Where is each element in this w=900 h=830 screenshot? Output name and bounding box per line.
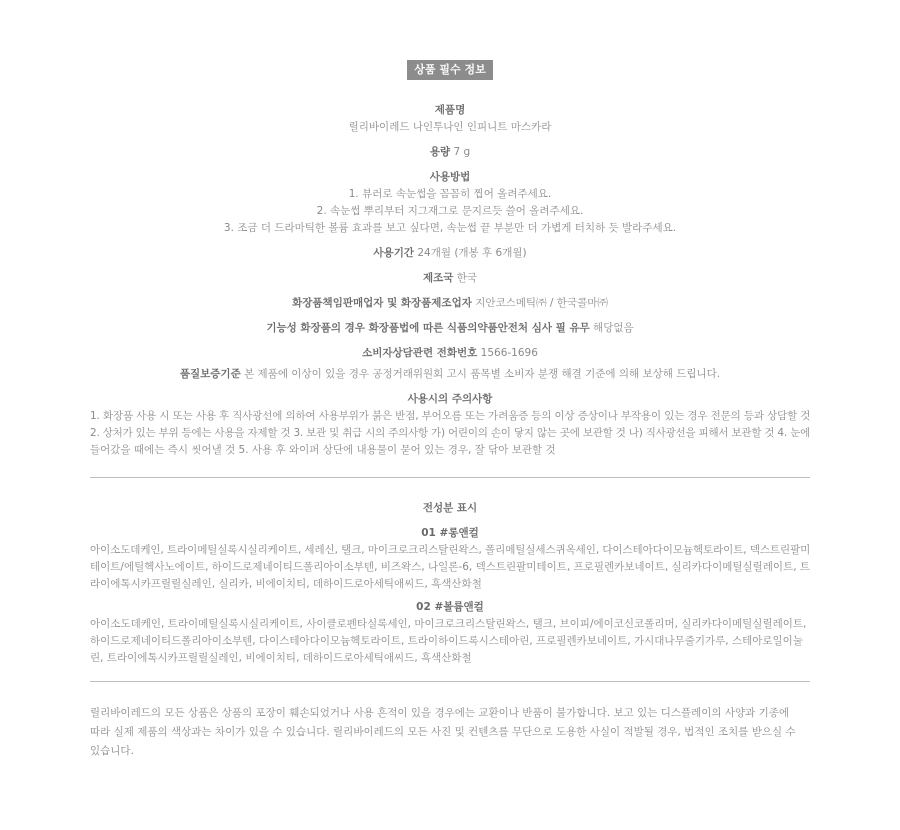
ingredient-line: 린, 트라이에톡시카프릴릴실레인, 비에이치티, 데하이드로아세틱애씨드, 흑색산화철	[90, 652, 472, 664]
ingredients-section	[90, 500, 810, 667]
usage-line: 1. 뷰러로 속눈썹을 꼼꼼히 찝어 올려주세요.	[348, 188, 552, 200]
ingredients-title: 전성분 표시	[422, 502, 478, 514]
ingredient-line: 아이소도데케인, 트라이메틸실록시실리케이트, 사이클로펜타실록세인, 마이크로크리스탈린왁스, 탤크, 브이피/에이코신코폴리머, 실리카다이메틸실릴레이트,	[90, 618, 807, 630]
caution-label: 사용시의 주의사항	[407, 393, 493, 405]
ingredient-line: 하이드로제네이티드폴리아이소부텐, 다이스테아다이모늄헥토라이트, 트라이하이드록시스테아린, 프로필렌카보네이트, 가시대나무줄기가루, 스테아로일이눌	[90, 635, 803, 647]
footer-notice	[90, 704, 810, 761]
footer-line: 릴리바이레드의 모든 상품은 상품의 포장이 훼손되었거나 사용 흔적이 있을 경우에는 교환이나 반품이 불가합니다. 보고 있는 디스플레이의 사양과 기종에	[90, 707, 790, 719]
footer-line: 따라 실제 제품의 색상과는 차이가 있을 수 있습니다. 릴리바이레드의 모든 사진 및 컨텐츠를 무단으로 도용한 사실이 적발될 경우, 법적인 조치를 받으실 수	[90, 726, 796, 738]
period-section	[90, 245, 810, 262]
phone-value: 1566-1696	[480, 347, 538, 359]
volume-value: 7 g	[453, 146, 471, 158]
required-info-badge: 상품 필수 정보	[407, 60, 492, 80]
quality-section	[90, 366, 810, 383]
caution-line: 2. 상처가 있는 부위 등에는 사용을 자제할 것 3. 보관 및 취급 시의 주의사항 가) 어린이의 손이 닿지 않는 곳에 보관할 것 나) 직사광선을 피해서 보관할 것 4. 눈에	[90, 427, 811, 439]
usage-section	[90, 169, 810, 237]
maker-label: 화장품책임판매업자 및 화장품제조업자	[292, 297, 472, 309]
ingredient-line: 아이소도데케인, 트라이메틸실록시실리케이트, 세레신, 탤크, 마이크로크리스탈린왁스, 폴리메틸실세스퀴옥세인, 다이스테아다이모늄헥토라이트, 덱스트린팔미	[90, 544, 811, 556]
badge-row	[90, 60, 810, 80]
usage-label: 사용방법	[429, 171, 471, 183]
volume-label: 용량	[429, 146, 451, 158]
usage-line: 3. 조금 더 드라마틱한 볼륨 효과를 보고 싶다면, 속눈썹 끝 부분만 더 가볍게 터치하 듯 발라주세요.	[223, 222, 677, 234]
origin-section	[90, 270, 810, 287]
phone-section	[90, 345, 810, 362]
period-label: 사용기간	[373, 247, 414, 259]
ingredient-variant-name: 01 #롱앤컬	[421, 527, 479, 539]
caution-section	[90, 391, 810, 459]
ingredient-line: 테이트/에틸헥사노에이트, 하이드로제네이티드폴리아이소부텐, 비즈왁스, 나일론-6, 덱스트린팔미테이트, 프로필렌카보네이트, 실리카다이메틸실릴레이트, 트	[90, 561, 811, 573]
product-info-page	[90, 0, 810, 761]
period-value: 24개월 (개봉 후 6개월)	[417, 247, 527, 259]
functional-section	[90, 320, 810, 337]
ingredient-line: 라이에톡시카프릴릴실레인, 실리카, 비에이치티, 데하이드로아세틱애씨드, 흑색산화철	[90, 578, 482, 590]
phone-label: 소비자상담관련 전화번호	[362, 347, 478, 359]
caution-line: 1. 화장품 사용 시 또는 사용 후 직사광선에 의하여 사용부위가 붉은 반점, 부어오름 또는 가려움증 등의 이상 증상이나 부작용이 있는 경우 전문의 등과 상담할 것	[90, 410, 811, 422]
usage-line: 2. 속눈썹 뿌리부터 지그재그로 문지르듯 쓸어 올려주세요.	[316, 205, 584, 217]
product-name-value: 릴리바이레드 나인투나인 인피니트 마스카라	[348, 121, 552, 133]
functional-value: 해당없음	[593, 322, 634, 334]
product-name-label: 제품명	[434, 104, 466, 116]
footer-line: 있습니다.	[90, 745, 134, 757]
quality-value: 본 제품에 이상이 있을 경우 공정거래위원회 고시 품목별 소비자 분쟁 해결 기준에 의해 보상해 드립니다.	[244, 368, 721, 380]
origin-label: 제조국	[422, 272, 454, 284]
origin-value: 한국	[456, 272, 478, 284]
maker-value: 지안코스메틱㈜ / 한국콜마㈜	[475, 297, 608, 309]
volume-section	[90, 144, 810, 161]
functional-label: 기능성 화장품의 경우 화장품법에 따른 식품의약품안전처 심사 필 유무	[266, 322, 590, 334]
quality-label: 품질보증기준	[179, 368, 241, 380]
product-name-section	[90, 102, 810, 136]
caution-line: 들어갔을 때에는 즉시 씻어낼 것 5. 사용 후 와이퍼 상단에 내용물이 묻어 있는 경우, 잘 닦아 보관할 것	[90, 444, 556, 456]
ingredient-variant-name: 02 #볼륨앤컬	[416, 601, 484, 613]
maker-section	[90, 295, 810, 312]
